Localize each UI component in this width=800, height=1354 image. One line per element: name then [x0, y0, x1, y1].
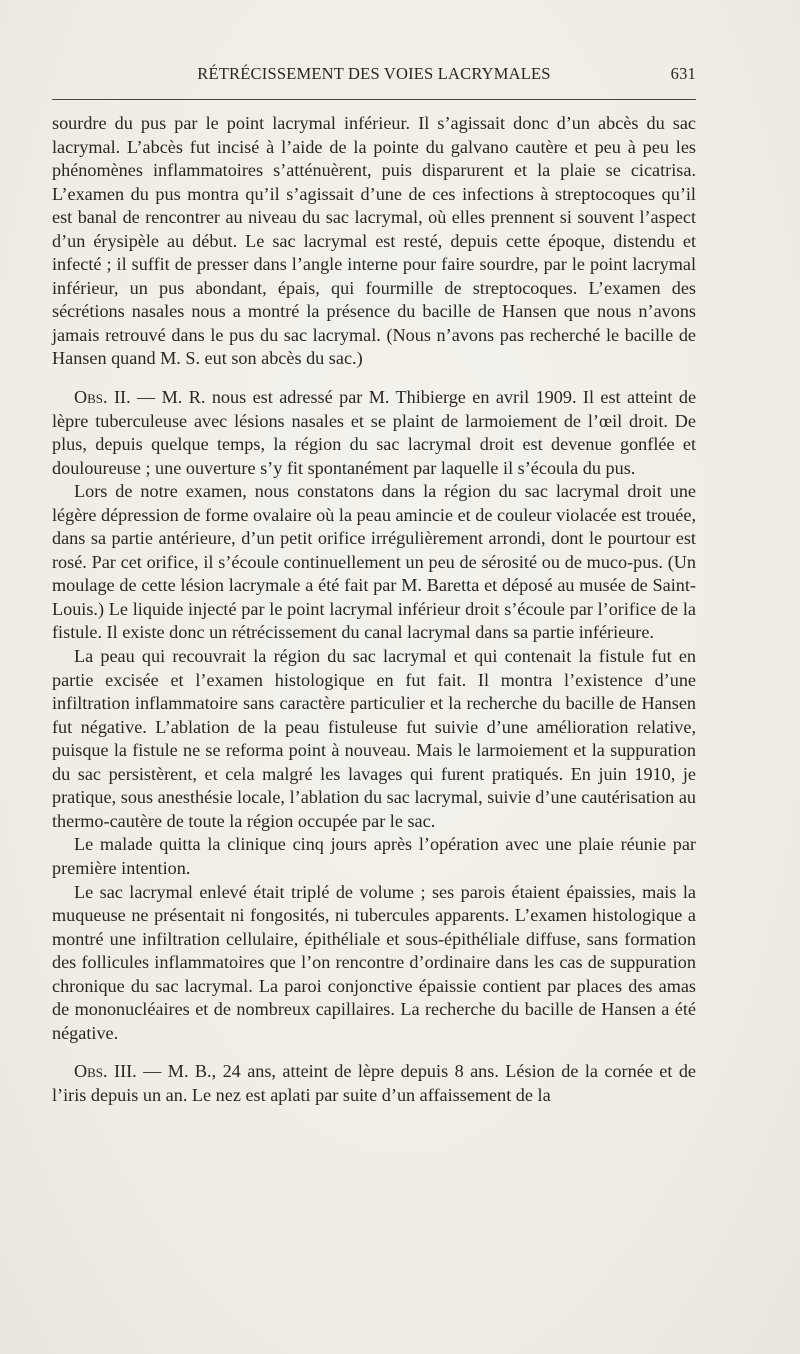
obs-3-text: M. B., 24 ans, atteint de lèpre depuis 8 ans. Lésion de la cornée et de l’iris depuis un an. Le nez est aplati par suite d’un affaissement de la	[52, 1061, 696, 1105]
page-number: 631	[670, 64, 696, 83]
paragraph-obs-3	[52, 1060, 696, 1107]
body-text	[52, 112, 696, 1107]
paragraph-peau: La peau qui recouvrait la région du sac lacrymal et qui contenait la fistule fut en partie excisée et l’examen histologique en fut fait. Il montra l’existence d’une infiltration inflammatoire sans caractère particulier et la recherche du bacille de Hansen fut négative. L’ablation de la peau fistuleuse fut suivie d’une amélioration relative, puisque la fistule ne se reforma point à nouveau. Mais le larmoiement et la suppuration du sac persistèrent, et cela malgré les lavages qui furent pratiqués. En juin 1910, je pratique, sous anesthésie locale, l’ablation du sac lacrymal, suivie d’une cautérisation au thermo-cautère de toute la région occupée par le sac.	[52, 646, 696, 831]
paragraph-examen: Lors de notre examen, nous constatons dans la région du sac lacrymal droit une légère dépression de forme ovalaire où la peau amincie et de couleur violacée est trouée, dans sa partie antérieure, d’un petit orifice irrégulièrement arrondi, dont le pourtour est rosé. Par cet orifice, il s’écoule continuellement un peu de sérosité ou de muco-pus. (Un moulage de cette lésion lacrymale a été fait par M. Baretta et déposé au musée de Saint-Louis.) Le liquide injecté par le point lacrymal inférieur droit s’écoule par l’orifice de la fistule. Il existe donc un rétrécissement du canal lacrymal dans sa partie inférieure.	[52, 481, 696, 643]
obs-2-label: Obs. II. —	[74, 387, 156, 408]
paragraph-sac: Le sac lacrymal enlevé était triplé de volume ; ses parois étaient épaissies, mais la muqueuse ne présentait ni fongosités, ni tubercules apparents. L’examen histologique a montré une infiltration cellulaire, épithéliale et sous-épithéliale diffuse, sans formation des follicules inflammatoires que l’on rencontre d’ordinaire dans les cas de suppuration chronique du sac lacrymal. La paroi conjonctive épaissie contient par places des amas de mononucléaires et de nombreux capillaires. La recherche du bacille de Hansen a été négative.	[52, 881, 696, 1043]
paragraph-malade: Le malade quitta la clinique cinq jours après l’opération avec une plaie réunie par première intention.	[52, 834, 696, 878]
running-header	[52, 62, 696, 86]
obs-3-label: Obs. III. —	[74, 1061, 162, 1082]
running-title: RÉTRÉCISSEMENT DES VOIES LACRYMALES	[197, 64, 551, 83]
paragraph-obs-2	[52, 386, 696, 480]
header-rule	[52, 99, 696, 100]
paragraph-continued: sourdre du pus par le point lacrymal inférieur. Il s’agissait donc d’un abcès du sac lacrymal. L’abcès fut incisé à l’aide de la pointe du galvano cautère et peu à peu les phénomènes inflammatoires s’atténuèrent, puis disparurent et la plaie se cicatrisa. L’examen du pus montra qu’il s’agissait d’une de ces infections à streptocoques qu’il est banal de rencontrer au niveau du sac lacrymal, où elles prennent si souvent l’aspect d’un érysipèle au début. Le sac lacrymal est resté, depuis cette époque, distendu et infecté ; il suffit de presser dans l’angle interne pour faire sourdre, par le point lacrymal inférieur, un pus abondant, épais, qui fourmille de streptocoques. L’examen des sécrétions nasales nous a montré la présence du bacille de Hansen que nous n’avons jamais retrouvé dans le pus du sac lacrymal. (Nous n’avons pas recherché le bacille de Hansen quand M. S. eut son abcès du sac.)	[52, 113, 696, 369]
obs-2-text: M. R. nous est adressé par M. Thibierge en avril 1909. Il est atteint de lèpre tuberculeuse avec lésions nasales et se plaint de larmoiement de l’œil droit. De plus, depuis quelque temps, la région du sac lacrymal droit est devenue gonflée et douloureuse ; une ouverture s’y fit spontanément par laquelle il s’écoula du pus.	[52, 387, 697, 478]
